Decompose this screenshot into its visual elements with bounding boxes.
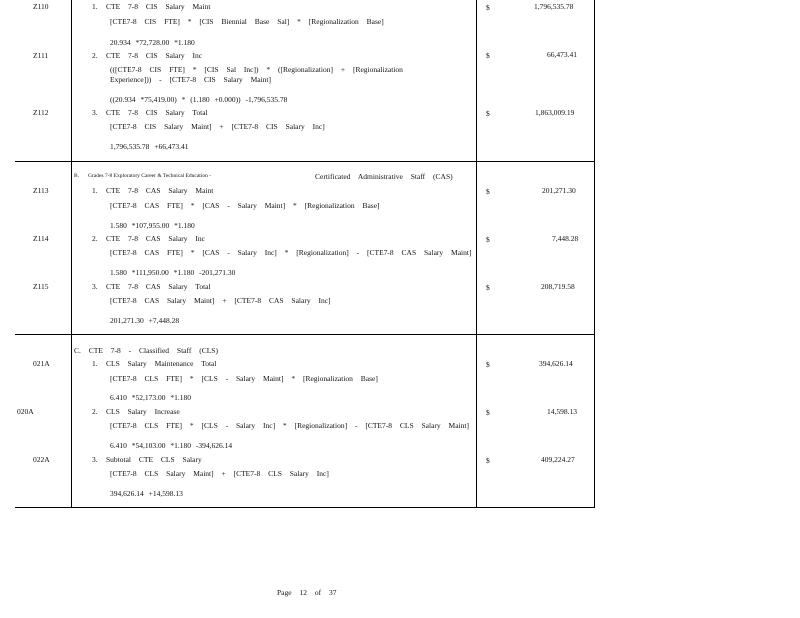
row-code: Z114 — [33, 234, 49, 243]
row-formula: [CTE7-8 CIS FTE] * [CIS Biennial Base Sal] * [Regionalization Base] — [110, 17, 384, 26]
row-code: 021A — [33, 359, 50, 368]
row-amount: 7,448.28 — [552, 234, 579, 243]
row-currency: $ — [486, 3, 490, 12]
row-values: ((20.934 *75,419.00) * (1.180 +0.000)) -1,796,535.78 — [110, 95, 288, 104]
row-number: 2. — [92, 51, 98, 60]
row-number: 1. — [92, 186, 98, 195]
row-values: 1,796,535.78 +66,473.41 — [110, 142, 189, 151]
row-code: 022A — [33, 455, 50, 464]
row-values: 394,626.14 +14,598.13 — [110, 489, 183, 498]
table-right-border — [594, 0, 595, 508]
row-code: Z110 — [33, 2, 49, 11]
row-amount: 201,271.30 — [542, 186, 576, 195]
row-formula: (([CTE7-8 CIS FTE] * [CIS Sal Inc]) * ([Regionalization] + [Regionalization — [110, 65, 403, 74]
row-currency: $ — [486, 109, 490, 118]
row-formula: [CTE7-8 CLS FTE] * [CLS - Salary Maint] * [Regionalization Base] — [110, 374, 378, 383]
row-formula: [CTE7-8 CIS Salary Maint] + [CTE7-8 CIS Salary Inc] — [110, 122, 325, 131]
row-values: 6.410 *54,103.00 *1.180 -394,626.14 — [110, 441, 233, 450]
row-formula: [CTE7-8 CLS Salary Maint] + [CTE7-8 CLS Salary Inc] — [110, 469, 329, 478]
section-letter: B. — [74, 173, 80, 179]
row-formula: [CTE7-8 CLS FTE] * [CLS - Salary Inc] * [Regionalization] - [CTE7-8 CLS Salary Maint] — [110, 421, 469, 430]
row-code: Z111 — [33, 51, 49, 60]
row-currency: $ — [486, 51, 490, 60]
row-currency: $ — [486, 456, 490, 465]
table-amount-divider — [476, 0, 477, 508]
row-description: CTE 7-8 CIS Salary Total — [106, 108, 208, 117]
row-number: 3. — [92, 108, 98, 117]
row-amount: 66,473.41 — [547, 50, 577, 59]
row-number: 1. — [92, 359, 98, 368]
row-amount: 1,863,009.19 — [535, 108, 575, 117]
row-description: CTE 7-8 CIS Salary Inc — [106, 51, 203, 60]
row-description: CLS Salary Maintenance Total — [106, 359, 217, 368]
row-number: 1. — [92, 2, 98, 11]
row-number: 3. — [92, 455, 98, 464]
row-currency: $ — [486, 235, 490, 244]
section-title: Certificated Administrative Staff (CAS) — [315, 172, 453, 181]
section-divider-b — [15, 161, 595, 162]
row-description: CTE 7-8 CAS Salary Total — [106, 282, 211, 291]
section-c-title: C. CTE 7-8 - Classified Staff (CLS) — [74, 346, 218, 355]
row-description: CLS Salary Increase — [106, 407, 180, 416]
row-values: 20.934 *72,728.00 *1.180 — [110, 38, 195, 47]
table-left-border — [71, 0, 72, 508]
row-number: 2. — [92, 234, 98, 243]
row-amount: 394,626.14 — [539, 359, 573, 368]
row-values: 1.580 *107,955.00 *1.180 — [110, 221, 195, 230]
row-currency: $ — [486, 187, 490, 196]
table-bottom-border — [15, 507, 595, 508]
section-divider-c — [15, 334, 595, 335]
row-description: CTE 7-8 CIS Salary Maint — [106, 2, 211, 11]
row-amount: 14,598.13 — [547, 407, 577, 416]
row-currency: $ — [486, 408, 490, 417]
row-description: Subtotal CTE CLS Salary — [106, 455, 202, 464]
row-code: Z115 — [33, 282, 49, 291]
row-amount: 208,719.58 — [541, 282, 575, 291]
row-formula-continued: Experience])) - [CTE7-8 CIS Salary Maint] — [110, 75, 271, 84]
row-formula: [CTE7-8 CAS FTE] * [CAS - Salary Inc] * [Regionalization] - [CTE7-8 CAS Salary Maint] — [110, 248, 472, 257]
row-code: Z112 — [33, 108, 49, 117]
section-subtitle: Grades 7-8 Exploratory Career & Technical Education - — [88, 173, 212, 179]
row-amount: 409,224.27 — [541, 455, 575, 464]
row-values: 6.410 *52,173.00 *1.180 — [110, 393, 191, 402]
page-number: Page 12 of 37 — [277, 588, 337, 597]
row-currency: $ — [486, 360, 490, 369]
row-formula: [CTE7-8 CAS FTE] * [CAS - Salary Maint] * [Regionalization Base] — [110, 201, 380, 210]
row-values: 201,271.30 +7,448.28 — [110, 316, 180, 325]
row-number: 3. — [92, 282, 98, 291]
row-description: CTE 7-8 CAS Salary Inc — [106, 234, 205, 243]
row-number: 2. — [92, 407, 98, 416]
row-code: 020A — [17, 407, 34, 416]
row-formula: [CTE7-8 CAS Salary Maint] + [CTE7-8 CAS Salary Inc] — [110, 296, 331, 305]
row-amount: 1,796,535.78 — [534, 2, 574, 11]
row-values: 1.580 *111,950.00 *1.180 -201,271.30 — [110, 268, 236, 277]
row-code: Z113 — [33, 186, 49, 195]
row-currency: $ — [486, 283, 490, 292]
row-description: CTE 7-8 CAS Salary Maint — [106, 186, 214, 195]
